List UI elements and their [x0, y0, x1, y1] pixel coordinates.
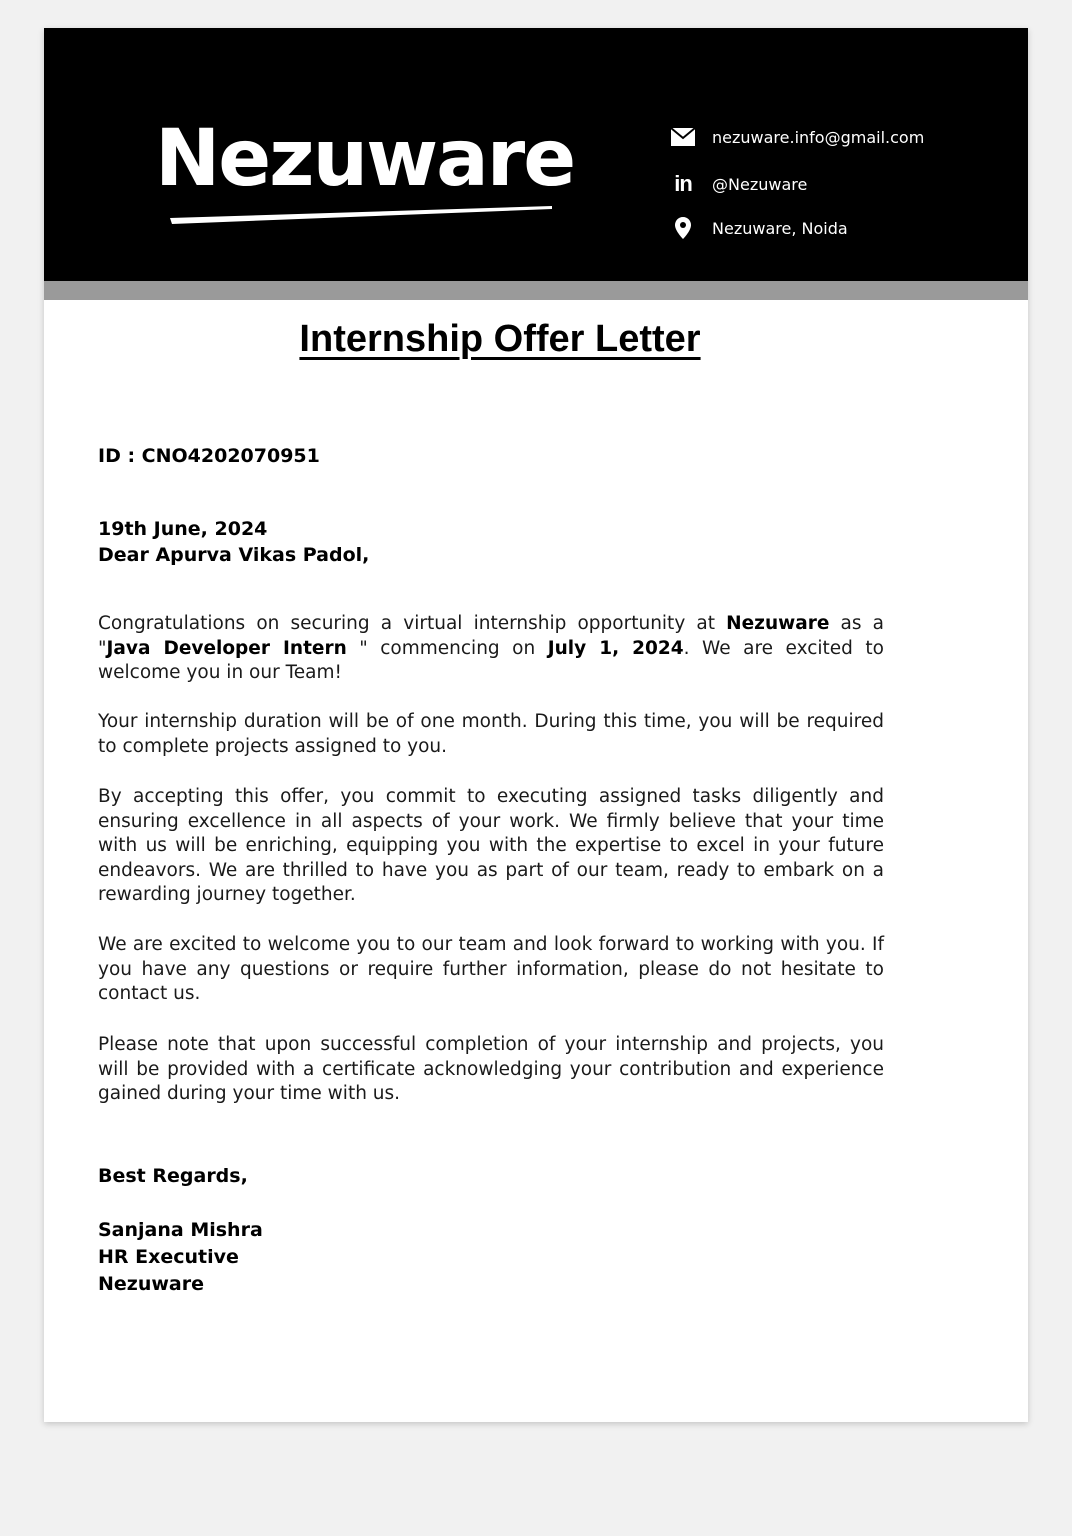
- paragraph-welcome: We are excited to welcome you to our team and look forward to working with you. If you have any questions or require further information, please do not hesitate to contact us.: [98, 934, 884, 1004]
- contact-linkedin-text: @Nezuware: [712, 174, 808, 194]
- internship-role: Java Developer Intern: [106, 637, 347, 659]
- paragraph-certificate: Please note that upon successful completion of your internship and projects, you will be provided with a certificate acknowledging your contribution and experience gained during your time with us.: [98, 1034, 884, 1104]
- contact-location: [668, 215, 848, 241]
- company-logo: Nezuware: [155, 114, 575, 204]
- signer-title: HR Executive: [98, 1246, 239, 1268]
- linkedin-icon: in: [674, 171, 692, 196]
- contact-linkedin: [668, 171, 807, 197]
- letter-title: Internship Offer Letter: [299, 318, 701, 360]
- start-date: July 1, 2024: [547, 637, 684, 659]
- contact-email: [668, 124, 924, 150]
- offer-id: ID : CNO4202070951: [98, 445, 320, 467]
- letterhead: [44, 28, 1028, 281]
- header-divider-bar: [44, 281, 1028, 300]
- paragraph-duration: Your internship duration will be of one month. During this time, you will be required to complete projects assigned to you.: [98, 711, 884, 757]
- signer-name: Sanjana Mishra: [98, 1219, 263, 1241]
- signer-company: Nezuware: [98, 1273, 205, 1295]
- contact-email-text: nezuware.info@gmail.com: [712, 127, 925, 147]
- mail-icon: [668, 124, 698, 150]
- logo-swoosh-icon: [168, 204, 554, 226]
- company-name: Nezuware: [726, 613, 830, 634]
- contact-location-text: Nezuware, Noida: [712, 218, 848, 238]
- letter-date: 19th June, 2024: [98, 518, 268, 540]
- paragraph-commitment: By accepting this offer, you commit to executing assigned tasks diligently and ensuring excellence in all aspects of your work. We firmly believe that your time with us will be enriching, equipping you with the expertise to excel in your future endeavors. We are thrilled to have you as part of our team, ready to embark on a rewarding journey together.: [98, 786, 884, 905]
- salutation: Dear Apurva Vikas Padol,: [98, 544, 370, 566]
- closing: Best Regards,: [98, 1165, 248, 1187]
- location-pin-icon: [668, 215, 698, 241]
- letter-date-block: [98, 516, 884, 568]
- signature-block: [98, 1217, 884, 1298]
- paragraph-congratulations: Congratulations on securing a virtual internship opportunity at Nezuware as a "Java Developer Intern " commencing on July 1, 2024. We are excited to welcome you in our Team!: [98, 613, 884, 683]
